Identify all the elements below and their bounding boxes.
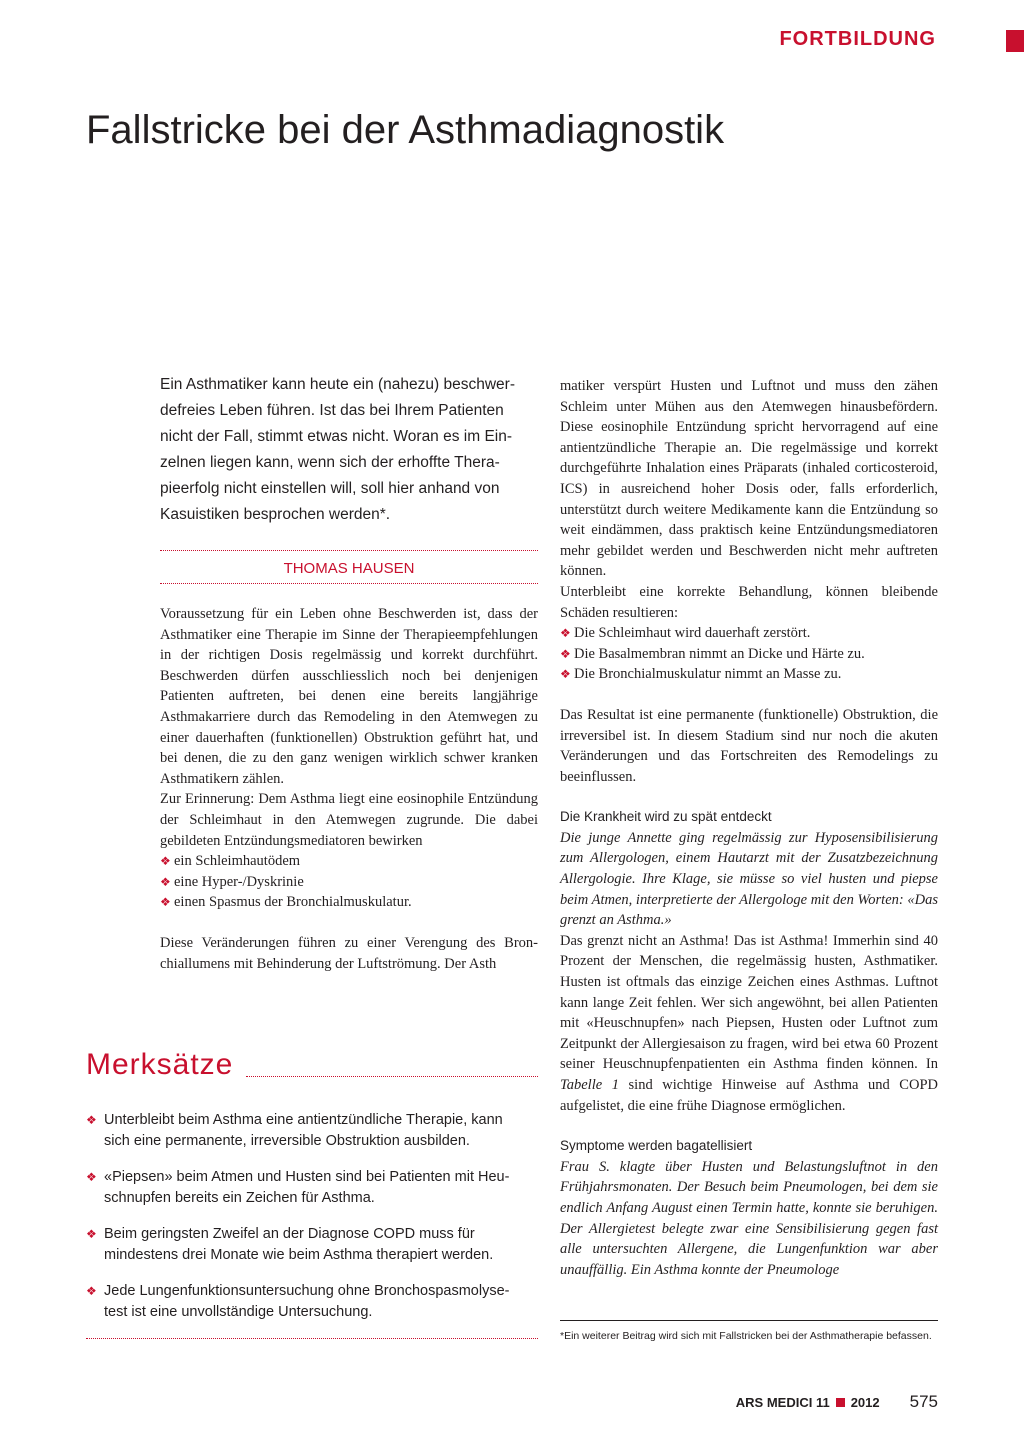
list-item: ❖ Die Bronchialmuskulatur nimmt an Masse zu. <box>560 664 938 685</box>
left-column <box>160 604 538 974</box>
paragraph: Diese Veränderungen führen zu einer Verengung des Bronchiallumens mit Behinderung der Luftströmung. Der Asth <box>160 934 538 972</box>
bullet-list <box>160 851 538 913</box>
bullet-icon: ❖ <box>560 667 571 682</box>
merksaetze-bottom-rule <box>86 1338 538 1339</box>
paragraph: Voraussetzung für ein Leben ohne Beschwerden ist, dass der Asthmatiker eine Therapie im Sinne der Therapieempfehlungen in der richtigen Dosis regelmässig und korrekt durchführt. Beschwerden dürfen ausschliesslich noch bei denjenigen Patienten auftreten, bei denen eine bereits langjährige Asthmakarriere durch das Remodeling in den Atemwegen zu einer dauerhaften (funktionellen) Obstruktion geführt hat, und bei denen, die zu den ganz wenigen wirklich schwer kranken Asthmatikern zählen. <box>160 606 538 787</box>
page-footer <box>736 1392 938 1412</box>
footnote-rule <box>560 1320 938 1321</box>
bullet-icon: ❖ <box>160 874 171 889</box>
bullet-icon: ❖ <box>160 854 171 869</box>
list-item: ❖ «Piepsen» beim Atmen und Husten sind bei Patienten mit Heuschnupfen bereits ein Zeichen für Asthma. <box>86 1169 510 1206</box>
merksaetze-heading-rule <box>246 1076 538 1077</box>
paragraph: Zur Erinnerung: Dem Asthma liegt eine eosinophile Entzündung der Schleimhaut in den Atemwegen zugrunde. Die dabei gebildeten Entzündungsmediatoren bewirken <box>160 791 538 849</box>
article-title: Fallstricke bei der Asthmadiagnostik <box>86 108 725 152</box>
bullet-list <box>560 623 938 685</box>
author-name: THOMAS HAUSEN <box>283 560 415 577</box>
merksaetze-heading: Merksätze <box>86 1048 234 1081</box>
case-paragraph: Die junge Annette ging regelmässig zur Hyposensibilisierung zum Allergologen, einem Hautarzt mit der Zusatzbezeichnung Allergologie. Ihre Klage, sie müsse so viel husten und piepse beim Atmen, interpretierte der Allergologe mit den Worten: «Das grenzt an Asthma.» <box>560 829 938 929</box>
footnote: *Ein weiterer Beitrag wird sich mit Fallstricken bei der Asthmatherapie befassen. <box>560 1330 932 1342</box>
list-item: ❖ Beim geringsten Zweifel an der Diagnose COPD muss für mindestens drei Monate wie beim Asthma therapiert werden. <box>86 1226 494 1263</box>
page-number: 575 <box>909 1392 938 1411</box>
bullet-icon: ❖ <box>560 646 571 661</box>
right-column <box>560 376 938 1280</box>
section-marker <box>1006 30 1024 52</box>
list-item: ❖ Unterbleibt beim Asthma eine antientzündliche Therapie, kann sich eine permanente, irreversible Obstruktion ausbilden. <box>86 1112 503 1149</box>
list-item: ❖ Die Basalmembran nimmt an Dicke und Härte zu. <box>560 644 938 665</box>
list-item: ❖ Jede Lungenfunktionsuntersuchung ohne Bronchospasmolysetest ist eine unvollständige Untersuchung. <box>86 1283 510 1320</box>
journal-year: 2012 <box>850 1395 880 1410</box>
table-reference[interactable]: Tabelle 1 <box>560 1077 619 1093</box>
list-item: ❖ einen Spasmus der Bronchialmuskulatur. <box>160 892 538 913</box>
bullet-icon: ❖ <box>560 626 571 641</box>
merksaetze-list <box>86 1110 526 1338</box>
list-item: ❖ ein Schleimhautödem <box>160 851 538 872</box>
journal-name: ARS MEDICI 11 <box>735 1395 830 1410</box>
case-paragraph: Frau S. klagte über Husten und Belastungsluftnot in den Frühjahrsmonaten. Der Besuch beim Pneumologen, bei dem sie endlich Anfang August einen Termin hatte, konnte sie beruhigen. Der Allergietest belegte zwar eine Sensibilisierung gegen fast alle untersuchten Allergene, die Lungenfunktion war aber unauffällig. Ein Asthma konnte der Pneumologe <box>560 1158 938 1278</box>
bullet-icon: ❖ <box>86 1284 97 1298</box>
lead-paragraph: Ein Asthmatiker kann heute ein (nahezu) beschwerdefreies Leben führen. Ist das bei Ihrem Patienten nicht der Fall, stimmt etwas nicht. Woran es im Einzelnen liegen kann, wenn sich der erhoffte Therapieerfolg nicht einstellen will, soll hier anhand von Kasuistiken besprochen werden*. <box>160 376 515 523</box>
paragraph: matiker verspürt Husten und Luftnot und muss den zähen Schleim unter Mühen aus den Atemwegen hinausbefördern. Diese eosinophile Entzündung spricht hervorragend auf eine antientzündliche Therapie an. Die regelmässige und korrekt durchgeführte Inhalation eines Präparats (inhaled corticosteroid, ICS) in ausreichend hoher Dosis oder, falls erforderlich, unterstützt durch weitere Medikamente kann die Entzündung so weit eindämmen, dass praktisch keine Entzündungsmediatoren mehr gebildet werden und Beschwerden nicht mehr auftreten können. <box>560 378 938 580</box>
author-divider-bottom <box>160 583 538 584</box>
bullet-icon: ❖ <box>160 895 171 910</box>
paragraph: Das grenzt nicht an Asthma! Das ist Asthma! Immerhin sind 40 Prozent der Menschen, die regelmässig husten, Asthmatiker. Husten ist oftmals das einzige Zeichen eines Asthmas. Luftnot kann lange Zeit fehlen. Wer sich angewöhnt, bei allen Patienten mit «Heuschnupfen» nach Piepsen, Husten oder Luftnot zum Zeitpunkt der Allergiesaison zu fragen, wird bei etwa 60 Prozent seiner Heuschnupfenpatienten ein Asthma finden können. In Tabelle 1 sind wichtige Hinweise auf Asthma und COPD aufgelistet, die eine frühe Diagnose ermöglichen. <box>560 932 938 1114</box>
bullet-icon: ❖ <box>86 1170 97 1184</box>
bullet-icon: ❖ <box>86 1227 97 1241</box>
list-item: ❖ Die Schleimhaut wird dauerhaft zerstört. <box>560 623 938 644</box>
list-item: ❖ eine Hyper-/Dyskrinie <box>160 872 538 893</box>
footer-square-icon <box>836 1398 845 1407</box>
bullet-icon: ❖ <box>86 1113 97 1127</box>
section-tag: FORTBILDUNG <box>779 28 936 50</box>
author-divider-top <box>160 550 538 551</box>
subheading: Symptome werden bagatellisiert <box>560 1138 753 1154</box>
paragraph: Das Resultat ist eine permanente (funktionelle) Obstruktion, die irreversibel ist. In diesem Stadium sind nur noch die akuten Veränderungen und das Fortschreiten des Remodelings zu beeinflussen. <box>560 706 938 785</box>
subheading: Die Krankheit wird zu spät entdeckt <box>560 809 772 825</box>
paragraph: Unterbleibt eine korrekte Behandlung, können bleibende Schäden resultieren: <box>560 583 938 621</box>
